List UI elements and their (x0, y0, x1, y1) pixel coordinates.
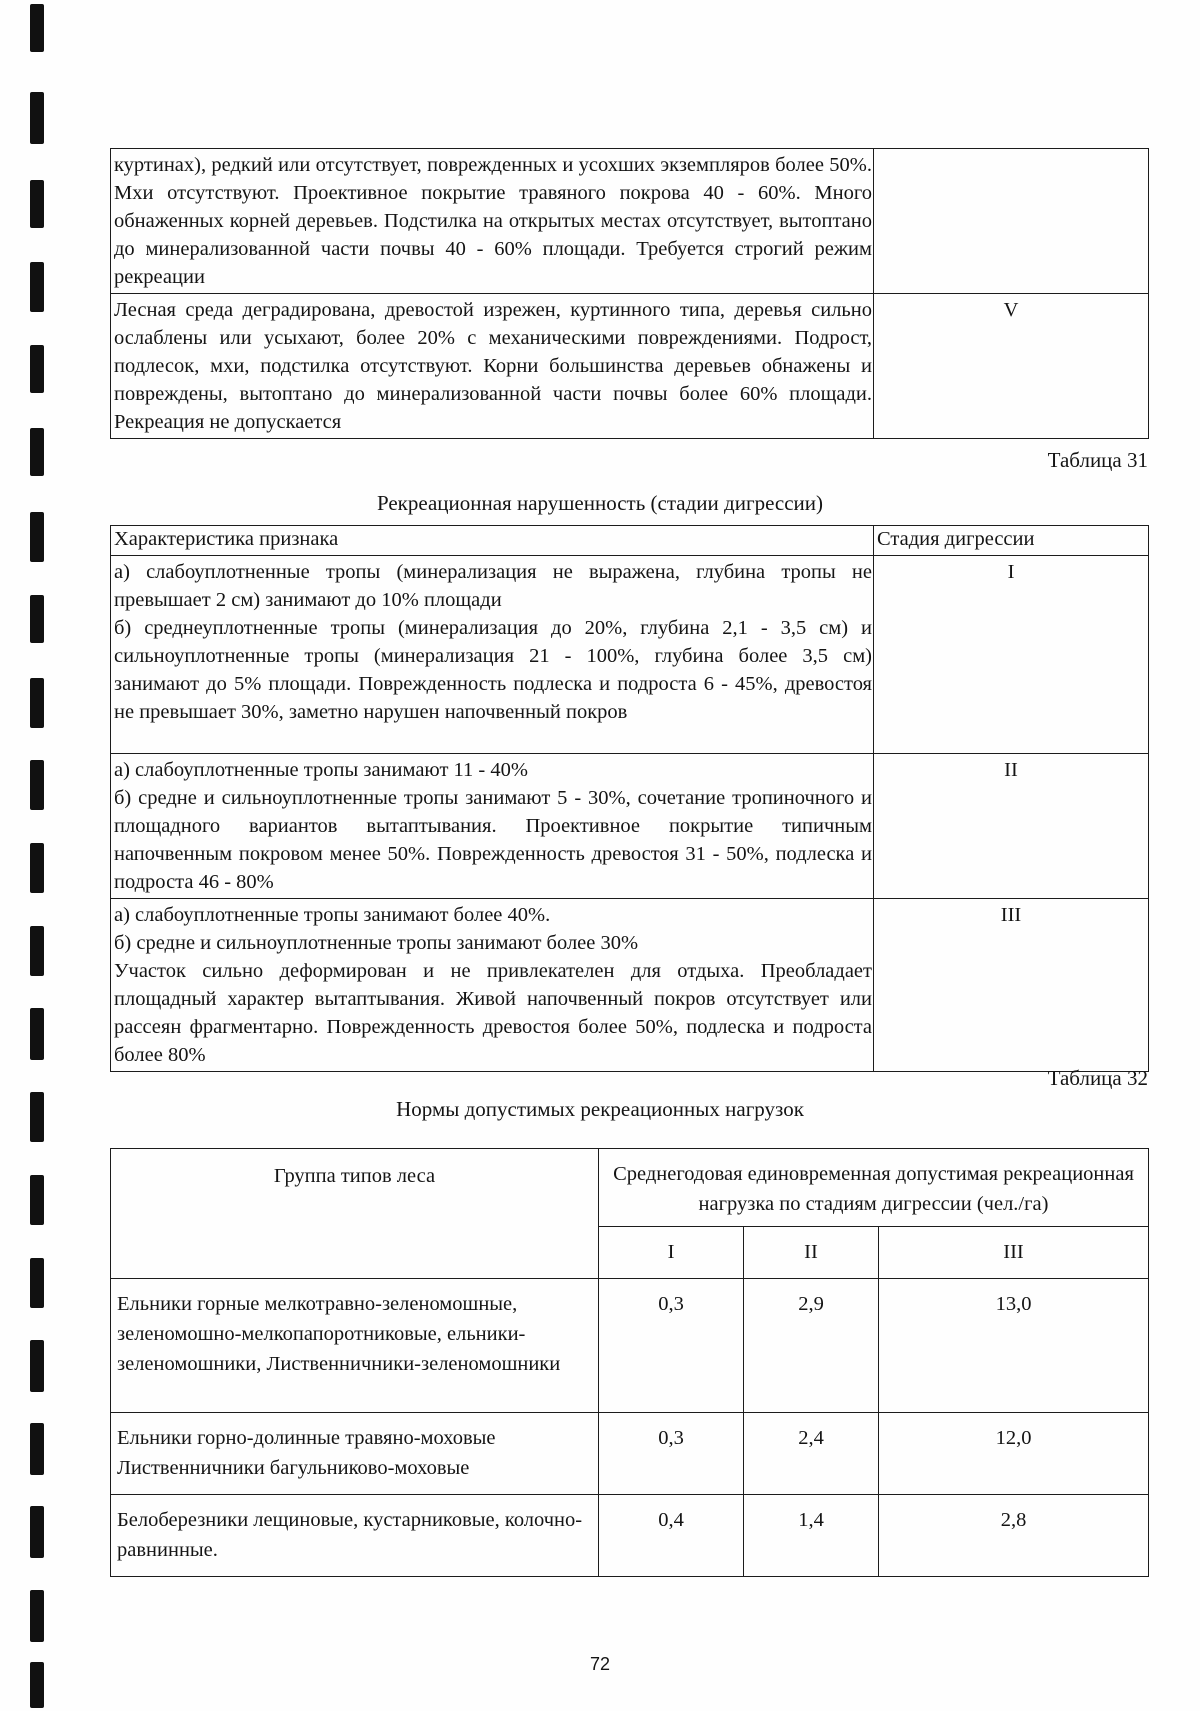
header-load: Среднегодовая единовременная допустимая рекреационная нагрузка по стадиям дигрессии (чел./га) (599, 1149, 1149, 1227)
item-a: а) слабоуплотненные тропы занимают более 40%. (114, 904, 551, 926)
stage-value: I (1007, 561, 1015, 583)
table-row (111, 556, 1149, 754)
binding-mark (30, 1423, 44, 1475)
table-row (111, 149, 1149, 294)
stage-value (874, 149, 1148, 151)
table-row (111, 1495, 1149, 1577)
binding-mark (30, 678, 44, 728)
load-stage-3: 13,0 (879, 1279, 1149, 1413)
table-header-row (111, 526, 1149, 556)
binding-mark (30, 1008, 44, 1060)
forest-group: Белоберезники лещиновые, кустарниковые, колочно-равнинные. (111, 1495, 599, 1577)
table-header-row (111, 1149, 1149, 1227)
table31 (110, 525, 1149, 1072)
item-a: а) слабоуплотненные тропы (минерализация не выражена, глубина тропы не превышает 2 см) занимают до 10% площади (114, 561, 872, 611)
load-stage-3: 12,0 (879, 1413, 1149, 1495)
forest-group: Ельники горно-долинные травяно-моховые Лиственничники багульниково-моховые (111, 1413, 599, 1495)
load-stage-1: 0,4 (599, 1495, 744, 1577)
feature-cell (111, 149, 874, 294)
stage-value: III (1000, 904, 1022, 926)
header-stage-1: I (599, 1227, 744, 1279)
table31-title: Рекреационная нарушенность (стадии дигрессии) (376, 491, 824, 515)
load-stage-2: 2,9 (744, 1279, 879, 1413)
feature-text: куртинах), редкий или отсутствует, поврежденных и усохших экземпляров более 50%. Мхи отсутствуют. Проективное покрытие травяного покрова 40 - 60%. Много обнаженных корней деревьев. Подстилка на открытых местах отсутствует, вытоптано до минерализованной части почвы 40 - 60% площади. Требуется строгий режим рекреации (114, 154, 872, 288)
item-c: Участок сильно деформирован и не привлекателен для отдыха. Преобладает площадный характер вытаптывания. Живой напочвенный покров отсутствует или рассеян фрагментарно. Поврежденность древостоя более 50%, подлеска и подроста более 80% (114, 960, 872, 1066)
load-stage-3: 2,8 (879, 1495, 1149, 1577)
load-stage-2: 1,4 (744, 1495, 879, 1577)
feature-cell (111, 556, 874, 754)
feature-cell (111, 899, 874, 1072)
binding-mark (30, 262, 44, 312)
binding-mark (30, 345, 44, 393)
stage-cell (874, 754, 1149, 899)
binding-mark (30, 926, 44, 976)
header-feature: Характеристика признака (111, 526, 874, 556)
header-stage: Стадия дигрессии (874, 526, 1149, 556)
stage-cell (874, 294, 1149, 439)
feature-cell (111, 294, 874, 439)
table32-title: Нормы допустимых рекреационных нагрузок (396, 1097, 804, 1121)
binding-mark (30, 512, 44, 562)
table-row (111, 899, 1149, 1072)
stage-value: II (1004, 759, 1018, 781)
forest-group: Ельники горные мелкотравно-зеленомошные, зеленомошно-мелкопапоротниковые, ельники-зеленомошники, Лиственничники-зеленомошники (111, 1279, 599, 1413)
item-b: б) среднеуплотненные тропы (минерализация до 20%, глубина 2,1 - 3,5 см) и сильноуплотненные тропы (минерализация 21 - 100%, глубина более 3,5 см) занимают до 5% площади. Поврежденность подлеска и подроста 6 - 45%, древостоя не превышает 30%, заметно нарушен напочвенный покров (114, 617, 872, 723)
table-row (111, 1279, 1149, 1413)
binding-mark (30, 180, 44, 228)
binding-mark (30, 1590, 44, 1642)
binding-mark (30, 4, 44, 52)
load-stage-1: 0,3 (599, 1413, 744, 1495)
binding-mark (30, 595, 44, 643)
item-b: б) средне и сильноуплотненные тропы занимают 5 - 30%, сочетание тропиночного и площадного вариантов вытаптывания. Проективное покрытие типичным напочвенным покровом менее 50%. Поврежденность древостоя 31 - 50%, подлеска и подроста 46 - 80% (114, 787, 872, 893)
continuation-table (110, 148, 1149, 439)
binding-mark (30, 843, 44, 893)
header-stage-3: III (879, 1227, 1149, 1279)
table32 (110, 1148, 1149, 1577)
binding-mark (30, 1506, 44, 1558)
feature-cell (111, 754, 874, 899)
feature-text: Лесная среда деградирована, древостой изрежен, куртинного типа, деревья сильно ослаблены или усыхают, более 20% с механическими повреждениями. Подрост, подлесок, мхи, подстилка отсутствуют. Корни большинства деревьев обнажены и повреждены, вытоптано до минерализованной части почвы более 60% площади. Рекреация не допускается (114, 299, 872, 433)
stage-value: V (1003, 299, 1019, 321)
stage-cell (874, 149, 1149, 294)
header-stage-2: II (744, 1227, 879, 1279)
binding-mark (30, 92, 44, 144)
table31-caption: Таблица 31 (1047, 448, 1148, 472)
binding-mark (30, 760, 44, 810)
table-row (111, 1413, 1149, 1495)
header-group: Группа типов леса (111, 1149, 599, 1279)
binding-mark (30, 428, 44, 476)
load-stage-1: 0,3 (599, 1279, 744, 1413)
table-row (111, 294, 1149, 439)
binding-mark (30, 1340, 44, 1392)
item-a: а) слабоуплотненные тропы занимают 11 - 40% (114, 759, 528, 781)
item-b: б) средне и сильноуплотненные тропы занимают более 30% (114, 932, 639, 954)
stage-cell (874, 556, 1149, 754)
binding-mark (30, 1258, 44, 1308)
binding-mark (30, 1175, 44, 1225)
table32-caption: Таблица 32 (1047, 1066, 1148, 1090)
stage-cell (874, 899, 1149, 1072)
load-stage-2: 2,4 (744, 1413, 879, 1495)
page-number: 72 (589, 1654, 611, 1674)
table-row (111, 754, 1149, 899)
